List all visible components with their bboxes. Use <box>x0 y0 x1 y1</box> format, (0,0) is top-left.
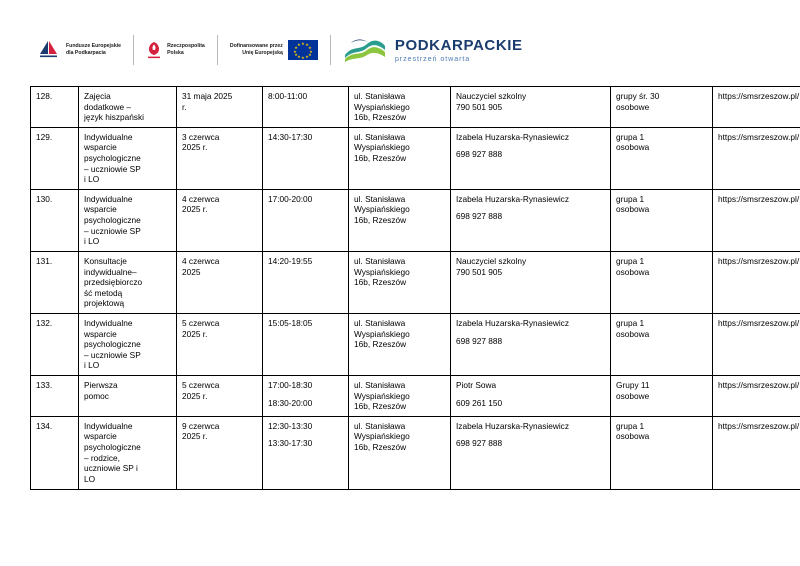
schedule-table-body <box>31 87 800 490</box>
activity-name-line: język hiszpański <box>84 112 144 123</box>
activity-name-line: – uczniowie SP <box>84 225 141 236</box>
activity-place-line: ul. Stanisława <box>354 317 406 328</box>
table-row <box>31 416 800 489</box>
activity-hours-line: 13:30-17:30 <box>268 438 313 449</box>
activity-place-line: 16b, Rzeszów <box>354 339 407 350</box>
activity-date-line: 2025 r. <box>182 204 208 215</box>
responsible-person-line: 698 927 888 <box>456 335 503 346</box>
activity-name-line: i LO <box>84 236 100 247</box>
row-number-text: 132. <box>36 317 53 328</box>
activity-name-line: przedsiębiorczo <box>84 277 143 288</box>
activity-place-line: 16b, Rzeszów <box>354 277 407 288</box>
logo-republic-of-poland <box>146 40 205 60</box>
activity-hours-cell <box>263 87 349 128</box>
activity-date-cell <box>177 127 263 189</box>
logo-podkarpackie <box>343 37 523 63</box>
group-size-cell <box>611 127 713 189</box>
logo-divider-3 <box>330 35 331 65</box>
podkarpackie-wordmark <box>395 38 523 62</box>
responsible-person-line: Piotr Sowa <box>456 380 497 391</box>
activity-name-line: wsparcie <box>84 142 117 153</box>
row-number-cell <box>31 376 79 417</box>
activity-name-line: Pierwsza <box>84 380 118 391</box>
group-size-line: osobowa <box>616 142 650 153</box>
group-size-line: grupy śr. 30 <box>616 91 660 101</box>
activity-place-line: Wyspiańskiego <box>354 431 410 442</box>
activity-hours-line: 14:30-17:30 <box>268 131 313 142</box>
row-number-cell <box>31 189 79 251</box>
row-number-text: 130. <box>36 193 53 204</box>
activity-place-line: Wyspiańskiego <box>354 266 410 277</box>
eu-funds-flag-icon <box>39 40 61 61</box>
activity-name-line: Konsultacje <box>84 255 127 266</box>
activity-hours-cell <box>263 313 349 375</box>
responsible-person-line: Izabela Huzarska-Rynasiewicz <box>456 131 569 142</box>
activity-place-cell <box>349 376 451 417</box>
activity-name-line: Zajęcia <box>84 91 111 101</box>
activity-place-line: ul. Stanisława <box>354 255 406 266</box>
activity-link-cell[interactable] <box>713 376 800 417</box>
activity-date-line: 2025 r. <box>182 142 208 153</box>
group-size-cell <box>611 313 713 375</box>
activity-link-cell[interactable] <box>713 313 800 375</box>
group-size-line: osobowa <box>616 328 650 339</box>
podkarpackie-title: PODKARPACKIE <box>394 36 523 54</box>
activity-place-line: ul. Stanisława <box>354 420 406 431</box>
group-size-cell <box>611 416 713 489</box>
activity-link-text[interactable]: https://smsrzeszow.pl/ <box>718 317 800 328</box>
activity-place-cell <box>349 251 451 313</box>
activity-link-text[interactable]: https://smsrzeszow.pl/ <box>718 255 800 266</box>
responsible-person-cell <box>451 87 611 128</box>
responsible-person-cell <box>451 416 611 489</box>
responsible-person-line: 609 261 150 <box>456 397 503 408</box>
responsible-person-line: 698 927 888 <box>456 149 503 160</box>
activity-date-line: 9 czerwca <box>182 420 220 431</box>
cofinanced-label <box>230 43 283 57</box>
row-number-cell <box>31 313 79 375</box>
activity-hours-cell <box>263 251 349 313</box>
activity-link-cell[interactable] <box>713 416 800 489</box>
activity-place-cell <box>349 313 451 375</box>
activity-name-line: ść metodą <box>84 287 123 298</box>
activity-date-cell <box>177 87 263 128</box>
podkarpackie-subtitle: przestrzeń otwarta <box>394 53 471 63</box>
activity-date-line: 2025 r. <box>182 328 208 339</box>
group-size-cell <box>611 87 713 128</box>
responsible-person-spacer <box>456 391 606 398</box>
group-size-line: osobowa <box>616 204 650 215</box>
activity-place-cell <box>349 189 451 251</box>
activity-place-line: Wyspiańskiego <box>354 142 410 153</box>
activity-date-cell <box>177 313 263 375</box>
activity-place-line: 16b, Rzeszów <box>354 401 407 412</box>
activity-date-cell <box>177 416 263 489</box>
activity-name-line: i LO <box>84 360 100 371</box>
eu-funds-line1: Fundusze Europejskie <box>66 43 122 50</box>
activity-date-line: 2025 r. <box>182 390 208 401</box>
activity-hours-cell <box>263 416 349 489</box>
activity-place-line: 16b, Rzeszów <box>354 215 407 226</box>
activity-date-line: 4 czerwca <box>182 193 220 204</box>
eu-funds-line2: dla Podkarpacia <box>66 50 106 56</box>
activity-hours-spacer <box>268 391 344 398</box>
responsible-person-line: 790 501 905 <box>456 101 503 112</box>
table-row <box>31 376 800 417</box>
group-size-line: osobowe <box>616 101 650 112</box>
activity-place-line: Wyspiańskiego <box>354 390 410 401</box>
activity-date-line: 3 czerwca <box>182 131 220 142</box>
activity-place-line: ul. Stanisława <box>354 380 406 391</box>
responsible-person-cell <box>451 127 611 189</box>
group-size-line: grupa 1 <box>616 420 645 431</box>
activity-name-line: – uczniowie SP <box>84 163 141 174</box>
activity-name-cell <box>79 127 177 189</box>
responsible-person-line: Izabela Huzarska-Rynasiewicz <box>456 317 569 328</box>
activity-name-line: pomoc <box>84 390 109 401</box>
responsible-person-line: 698 927 888 <box>456 438 503 449</box>
responsible-person-cell <box>451 189 611 251</box>
activity-place-line: Wyspiańskiego <box>354 101 410 112</box>
republic-label <box>167 43 205 57</box>
logo-cofinanced-eu <box>230 40 318 60</box>
group-size-cell <box>611 251 713 313</box>
activity-name-line: psychologiczne <box>84 215 141 226</box>
activity-name-line: – uczniowie SP <box>84 349 141 360</box>
responsible-person-line: Izabela Huzarska-Rynasiewicz <box>456 193 569 204</box>
activity-place-line: ul. Stanisława <box>354 91 406 101</box>
activity-link-text[interactable]: https://smsrzeszow.pl/ <box>718 91 800 101</box>
activity-name-cell <box>79 251 177 313</box>
responsible-person-cell <box>451 376 611 417</box>
logo-eu-funds <box>39 40 121 61</box>
group-size-line: osobowa <box>616 266 650 277</box>
responsible-person-line: 698 927 888 <box>456 211 503 222</box>
responsible-person-line: Nauczyciel szkolny <box>456 91 527 101</box>
activity-link-cell[interactable] <box>713 189 800 251</box>
row-number-cell <box>31 416 79 489</box>
row-number-cell <box>31 127 79 189</box>
activity-hours-line: 18:30-20:00 <box>268 397 313 408</box>
activity-name-line: indywidualne– <box>84 266 137 277</box>
eu-flag-icon: ★ ★ ★ ★ ★ ★ ★ ★ ★ ★ ★ ★ <box>288 40 318 60</box>
activity-link-cell[interactable] <box>713 251 800 313</box>
group-size-line: Grupy 11 <box>616 380 650 391</box>
activity-date-line: 5 czerwca <box>182 317 220 328</box>
activity-place-line: 16b, Rzeszów <box>354 112 407 123</box>
republic-line1: Rzeczpospolita <box>167 43 205 50</box>
activity-name-line: uczniowie SP i <box>84 463 138 474</box>
activity-name-line: psychologiczne <box>84 442 141 453</box>
activity-place-line: Wyspiańskiego <box>354 204 410 215</box>
activity-link-cell[interactable] <box>713 87 800 128</box>
activity-hours-line: 17:00-18:30 <box>268 380 313 391</box>
activity-name-line: Indywidualne <box>84 193 133 204</box>
eu-funds-label <box>66 43 121 57</box>
activity-hours-cell <box>263 127 349 189</box>
activity-place-cell <box>349 416 451 489</box>
activity-name-line: Indywidualne <box>84 317 133 328</box>
activity-place-line: ul. Stanisława <box>354 193 406 204</box>
activity-name-line: Indywidualne <box>84 420 133 431</box>
republic-line2: Polska <box>167 50 184 56</box>
activity-name-line: wsparcie <box>84 431 117 442</box>
activity-name-line: LO <box>84 473 96 484</box>
table-row <box>31 87 800 128</box>
table-row <box>31 127 800 189</box>
responsible-person-line: 790 501 905 <box>456 266 503 277</box>
row-number-text: 133. <box>36 380 53 391</box>
activity-place-cell <box>349 127 451 189</box>
responsible-person-spacer <box>456 431 606 438</box>
activity-place-line: ul. Stanisława <box>354 131 406 142</box>
logo-header <box>39 28 770 72</box>
activity-date-cell <box>177 189 263 251</box>
group-size-cell <box>611 189 713 251</box>
responsible-person-cell <box>451 313 611 375</box>
row-number-cell <box>31 251 79 313</box>
row-number-text: 128. <box>36 91 53 101</box>
activity-name-cell <box>79 189 177 251</box>
group-size-cell <box>611 376 713 417</box>
responsible-person-spacer <box>456 142 606 149</box>
responsible-person-line: Nauczyciel szkolny <box>456 255 527 266</box>
activity-name-line: wsparcie <box>84 204 117 215</box>
activity-date-line: 5 czerwca <box>182 380 220 391</box>
activity-date-cell <box>177 251 263 313</box>
activity-name-line: i LO <box>84 174 100 185</box>
activity-hours-line: 14:20-19:55 <box>268 255 313 266</box>
activity-link-text[interactable]: https://smsrzeszow.pl/ <box>718 380 800 391</box>
activity-name-line: psychologiczne <box>84 339 141 350</box>
activity-link-text[interactable]: https://smsrzeszow.pl/ <box>718 193 800 204</box>
schedule-table <box>30 86 800 490</box>
activity-name-cell <box>79 376 177 417</box>
responsible-person-spacer <box>456 204 606 211</box>
polish-eagle-icon <box>146 40 162 60</box>
group-size-line: grupa 1 <box>616 317 645 328</box>
activity-name-line: Indywidualne <box>84 131 133 142</box>
responsible-person-cell <box>451 251 611 313</box>
activity-hours-line: 12:30-13:30 <box>268 420 313 431</box>
group-size-line: osobowa <box>616 431 650 442</box>
table-row <box>31 313 800 375</box>
activity-date-line: r. <box>182 101 187 112</box>
cofinanced-line1: Dofinansowane przez <box>229 43 283 50</box>
row-number-text: 129. <box>36 131 53 142</box>
activity-hours-line: 15:05-18:05 <box>268 317 313 328</box>
activity-date-line: 4 czerwca <box>182 255 220 266</box>
activity-place-line: Wyspiańskiego <box>354 328 410 339</box>
table-row <box>31 251 800 313</box>
activity-name-line: – rodzice, <box>84 452 120 463</box>
activity-hours-spacer <box>268 431 344 438</box>
group-size-line: grupa 1 <box>616 193 645 204</box>
table-row <box>31 189 800 251</box>
cofinanced-line2: Unię Europejską <box>242 50 283 56</box>
activity-link-cell[interactable] <box>713 127 800 189</box>
activity-hours-cell <box>263 189 349 251</box>
activity-name-line: dodatkowe – <box>84 101 132 112</box>
row-number-cell <box>31 87 79 128</box>
activity-link-text[interactable]: https://smsrzeszow.pl/ <box>718 131 800 142</box>
activity-name-cell <box>79 313 177 375</box>
activity-date-line: 31 maja 2025 <box>182 91 233 101</box>
activity-name-line: psychologiczne <box>84 153 141 164</box>
row-number-text: 131. <box>36 255 53 266</box>
group-size-line: grupa 1 <box>616 255 645 266</box>
activity-link-text[interactable]: https://smsrzeszow.pl/ <box>718 420 800 431</box>
activity-date-cell <box>177 376 263 417</box>
group-size-line: grupa 1 <box>616 131 645 142</box>
activity-hours-line: 8:00-11:00 <box>268 91 308 101</box>
group-size-line: osobowe <box>616 390 650 401</box>
podkarpackie-mark-icon <box>343 37 387 63</box>
activity-name-line: wsparcie <box>84 328 117 339</box>
activity-date-line: 2025 r. <box>182 431 208 442</box>
row-number-text: 134. <box>36 420 53 431</box>
logo-divider-1 <box>133 35 134 65</box>
activity-name-cell <box>79 87 177 128</box>
activity-name-line: projektową <box>84 298 125 309</box>
logo-divider-2 <box>217 35 218 65</box>
responsible-person-line: Izabela Huzarska-Rynasiewicz <box>456 420 569 431</box>
activity-place-line: 16b, Rzeszów <box>354 442 407 453</box>
activity-hours-cell <box>263 376 349 417</box>
activity-place-cell <box>349 87 451 128</box>
activity-date-line: 2025 <box>182 266 201 277</box>
activity-place-line: 16b, Rzeszów <box>354 153 407 164</box>
activity-name-cell <box>79 416 177 489</box>
responsible-person-spacer <box>456 329 606 336</box>
activity-hours-line: 17:00-20:00 <box>268 193 313 204</box>
